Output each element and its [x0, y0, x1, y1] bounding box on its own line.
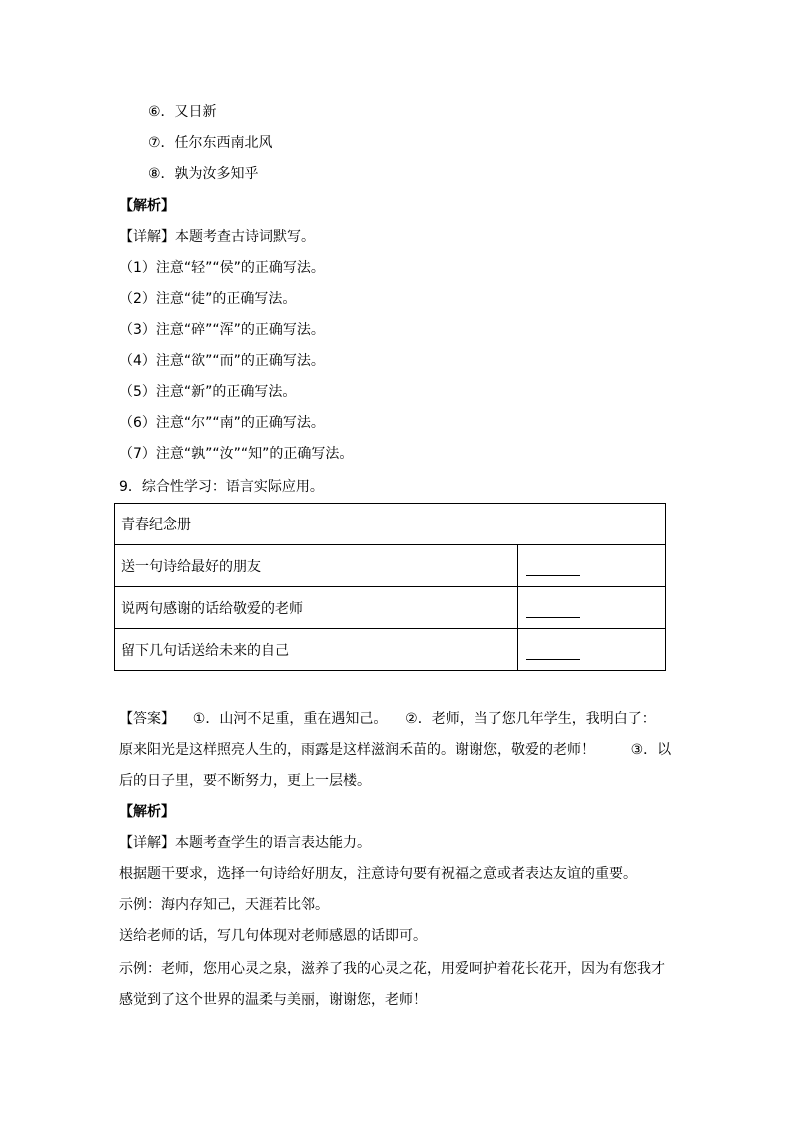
- note-line: （3）注意“碎”“浑”的正确写法。: [119, 322, 325, 338]
- explanation-line: 示例：海内存知己，天涯若比邻。: [119, 897, 329, 913]
- note-line: （5）注意“新”的正确写法。: [119, 384, 297, 400]
- explanation-line: 送给老师的话，写几句体现对老师感恩的话即可。: [119, 928, 427, 944]
- table-cell-prompt: 送一句诗给最好的朋友: [115, 545, 518, 587]
- note-line: （4）注意“欲”“而”的正确写法。: [119, 353, 325, 369]
- previous-answer-6: ⑥．又日新: [148, 104, 217, 120]
- note-line: （7）注意“孰”“汝”“知”的正确写法。: [119, 446, 354, 462]
- detail-text: 【详解】本题考查古诗词默写。: [119, 229, 315, 245]
- note-line: （1）注意“轻”“侯”的正确写法。: [119, 260, 325, 276]
- analysis-heading: 【解析】: [119, 198, 175, 214]
- previous-answer-7: ⑦．任尔东西南北风: [148, 135, 273, 151]
- analysis-heading: 【解析】: [119, 804, 175, 820]
- table-row: [115, 545, 666, 587]
- table-row: [115, 629, 666, 671]
- answer-line: 原来阳光是这样照亮人生的，雨露是这样滋润禾苗的。谢谢您，敬爱的老师！ ③．以: [119, 742, 672, 758]
- table-title: 青春纪念册: [115, 504, 666, 545]
- answer-blank[interactable]: [526, 561, 580, 576]
- answer-line: 【答案】 ①．山河不足重，重在遇知己。 ②．老师，当了您几年学生，我明白了：: [119, 711, 656, 727]
- table-cell-prompt: 说两句感谢的话给敬爱的老师: [115, 587, 518, 629]
- previous-answer-8: ⑧．孰为汝多知乎: [148, 166, 259, 182]
- answer-blank[interactable]: [526, 645, 580, 660]
- explanation-line: 示例：老师，您用心灵之泉，滋养了我的心灵之花，用爱呵护着花长花开，因为有您我才: [119, 961, 665, 977]
- note-line: （2）注意“徒”的正确写法。: [119, 291, 297, 307]
- answer-line: 后的日子里，要不断努力，更上一层楼。: [119, 773, 371, 789]
- explanation-line: 感觉到了这个世界的温柔与美丽，谢谢您，老师！: [119, 992, 427, 1008]
- answer-block: [119, 704, 679, 797]
- answer-blank-cell[interactable]: [518, 545, 666, 587]
- note-line: （6）注意“尔”“南”的正确写法。: [119, 415, 325, 431]
- question-9: 9．综合性学习：语言实际应用。: [119, 479, 324, 495]
- explanation-line: 根据题干要求，选择一句诗给好朋友，注意诗句要有祝福之意或者表达友谊的重要。: [119, 866, 637, 882]
- answer-blank-cell[interactable]: [518, 629, 666, 671]
- answer-blank-cell[interactable]: [518, 587, 666, 629]
- table-cell-prompt: 留下几句话送给未来的自己: [115, 629, 518, 671]
- detail-text: 【详解】本题考查学生的语言表达能力。: [119, 835, 371, 851]
- table-row: [115, 587, 666, 629]
- memo-table: [114, 503, 666, 671]
- answer-blank[interactable]: [526, 603, 580, 618]
